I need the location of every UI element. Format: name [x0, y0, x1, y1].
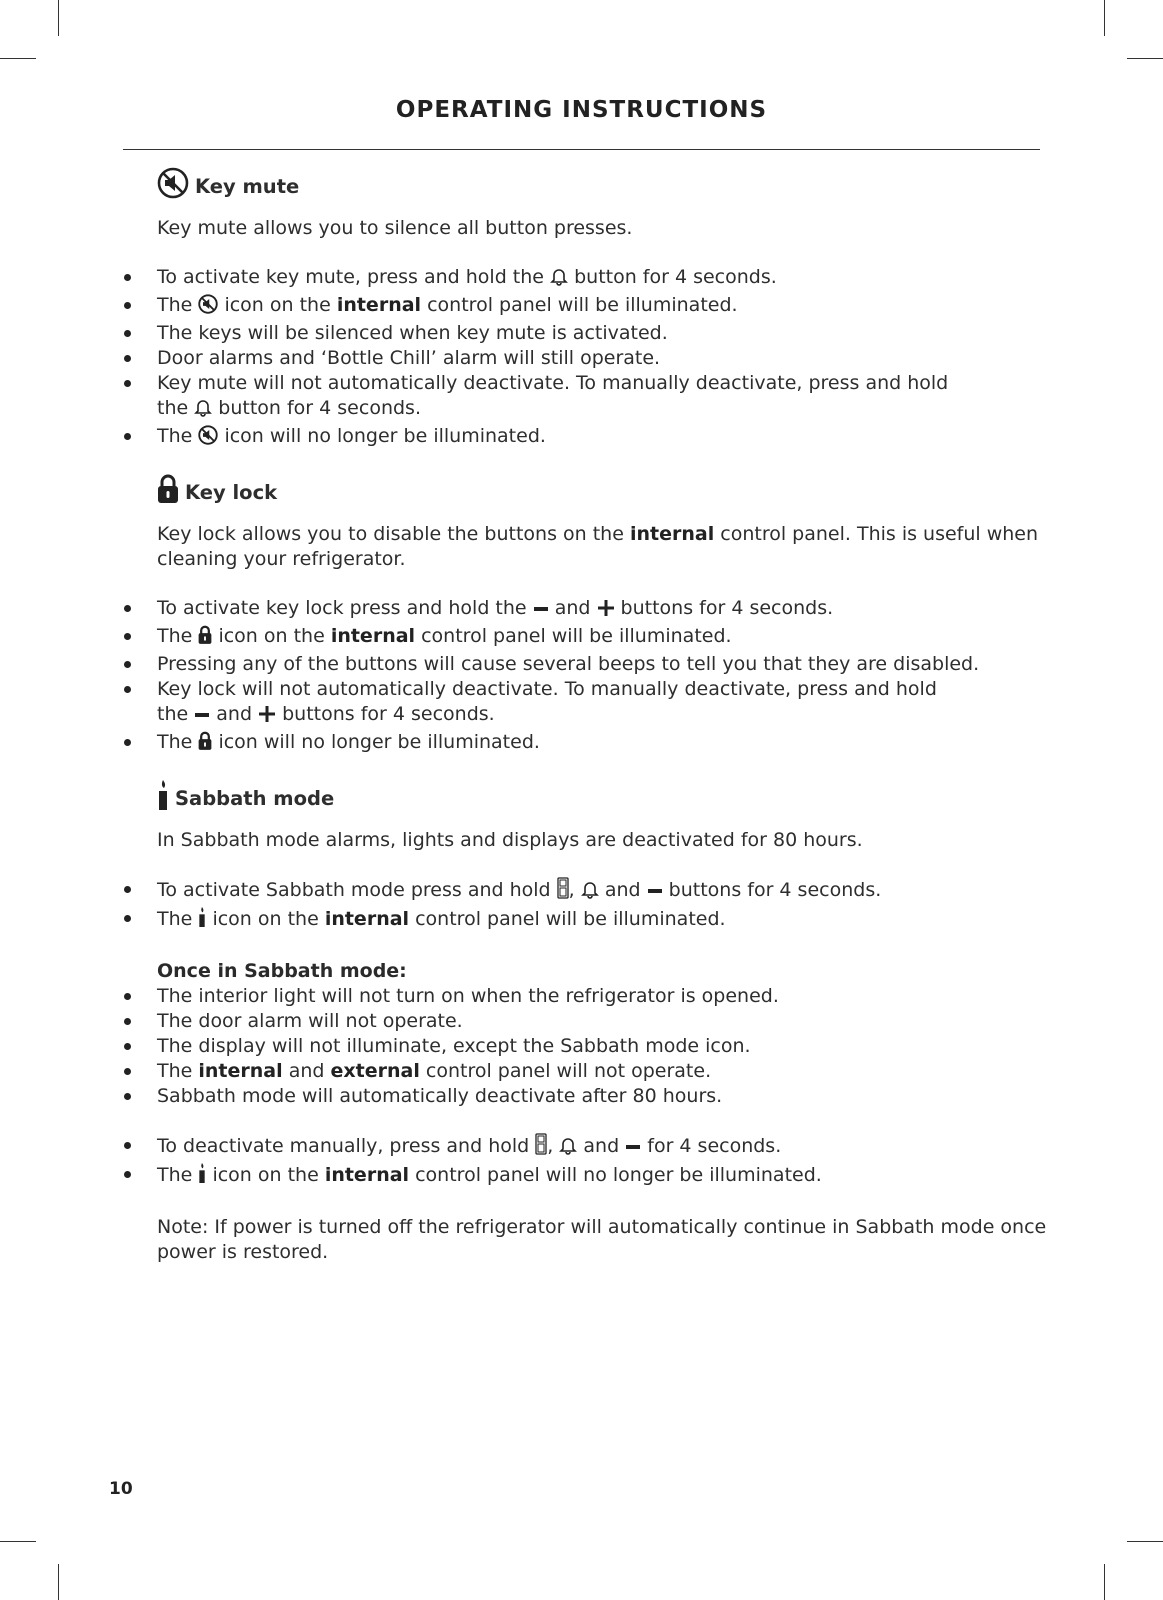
- sabbath-note: Note: If power is turned off the refrigerator will automatically continue in Sabbath mode once power is restored.: [157, 1216, 1047, 1263]
- crop-mark: [1127, 1541, 1163, 1542]
- lock-icon: [157, 474, 179, 510]
- key-mute-list: [157, 265, 1047, 452]
- minus-icon: [625, 1137, 641, 1162]
- page-title: OPERATING INSTRUCTIONS: [395, 97, 768, 123]
- sabbath-heading: [157, 778, 1047, 818]
- crop-mark: [58, 1564, 59, 1600]
- key-mute-icon: [198, 425, 218, 452]
- fridge-icon: [557, 877, 569, 906]
- list-item: The icon will no longer be illuminated.: [157, 730, 1047, 758]
- sabbath-intro: In Sabbath mode alarms, lights and displays are deactivated for 80 hours.: [157, 829, 863, 851]
- list-item: The interior light will not turn on when the refrigerator is opened.: [157, 984, 1047, 1009]
- bell-icon: [581, 880, 599, 906]
- list-item: The icon will no longer be illuminated.: [157, 424, 1047, 452]
- list-item: To activate key mute, press and hold the button for 4 seconds.: [157, 265, 1047, 293]
- list-item: Key mute will not automatically deactivate. To manually deactivate, press and hold the button for 4 seconds.: [157, 371, 1047, 424]
- list-item: The icon on the internal control panel will be illuminated.: [157, 293, 1047, 321]
- list-item: Key lock will not automatically deactivate. To manually deactivate, press and hold the and buttons for 4 seconds.: [157, 677, 1047, 730]
- list-item: To activate key lock press and hold the and buttons for 4 seconds.: [157, 596, 1047, 624]
- sabbath-title: Sabbath mode: [175, 786, 335, 810]
- list-item: The internal and external control panel will not operate.: [157, 1059, 1047, 1084]
- candle-icon: [198, 1162, 206, 1191]
- crop-mark: [58, 0, 59, 36]
- crop-mark: [0, 58, 36, 59]
- sabbath-list: [157, 877, 1047, 935]
- key-lock-intro: Key lock allows you to disable the buttons on the internal control panel. This is useful when cleaning your refrigerator.: [157, 523, 1039, 570]
- page-number: 10: [109, 1479, 133, 1499]
- key-mute-heading: [157, 166, 1047, 206]
- key-lock-title: Key lock: [185, 480, 278, 504]
- key-lock-list: [157, 596, 1047, 758]
- list-item: To activate Sabbath mode press and hold , and buttons for 4 seconds.: [157, 877, 1047, 906]
- candle-icon: [198, 906, 206, 935]
- crop-mark: [1104, 0, 1105, 36]
- bell-icon: [194, 398, 212, 424]
- crop-mark: [0, 1541, 36, 1542]
- sabbath-deactivate-list: [157, 1133, 1047, 1191]
- list-item: The icon on the internal control panel will be illuminated.: [157, 624, 1047, 652]
- list-item: The icon on the internal control panel will be illuminated.: [157, 906, 1047, 935]
- key-mute-icon: [198, 294, 218, 321]
- list-item: To deactivate manually, press and hold , and for 4 seconds.: [157, 1133, 1047, 1162]
- minus-icon: [533, 599, 549, 624]
- crop-mark: [1104, 1564, 1105, 1600]
- key-lock-heading: [157, 472, 1047, 512]
- once-in-sabbath-heading: Once in Sabbath mode:: [157, 960, 407, 982]
- sabbath-effects-list: [157, 984, 1047, 1109]
- bell-icon: [550, 267, 568, 293]
- fridge-icon: [535, 1133, 547, 1162]
- list-item: The display will not illuminate, except the Sabbath mode icon.: [157, 1034, 1047, 1059]
- list-item: Door alarms and ‘Bottle Chill’ alarm will still operate.: [157, 346, 1047, 371]
- list-item: The door alarm will not operate.: [157, 1009, 1047, 1034]
- crop-mark: [1127, 58, 1163, 59]
- list-item: Sabbath mode will automatically deactivate after 80 hours.: [157, 1084, 1047, 1109]
- lock-icon: [198, 731, 212, 758]
- plus-icon: [258, 705, 276, 730]
- minus-icon: [194, 705, 210, 730]
- main-content: [157, 166, 1047, 1265]
- header-rule: [123, 149, 1040, 150]
- lock-icon: [198, 625, 212, 652]
- candle-icon: [157, 779, 169, 817]
- key-mute-title: Key mute: [195, 174, 300, 198]
- key-mute-icon: [157, 167, 189, 205]
- list-item: Pressing any of the buttons will cause several beeps to tell you that they are disabled.: [157, 652, 1047, 677]
- bell-icon: [559, 1136, 577, 1162]
- key-mute-intro: Key mute allows you to silence all button presses.: [157, 217, 633, 239]
- plus-icon: [597, 599, 615, 624]
- minus-icon: [647, 881, 663, 906]
- list-item: The icon on the internal control panel will no longer be illuminated.: [157, 1162, 1047, 1191]
- list-item: The keys will be silenced when key mute is activated.: [157, 321, 1047, 346]
